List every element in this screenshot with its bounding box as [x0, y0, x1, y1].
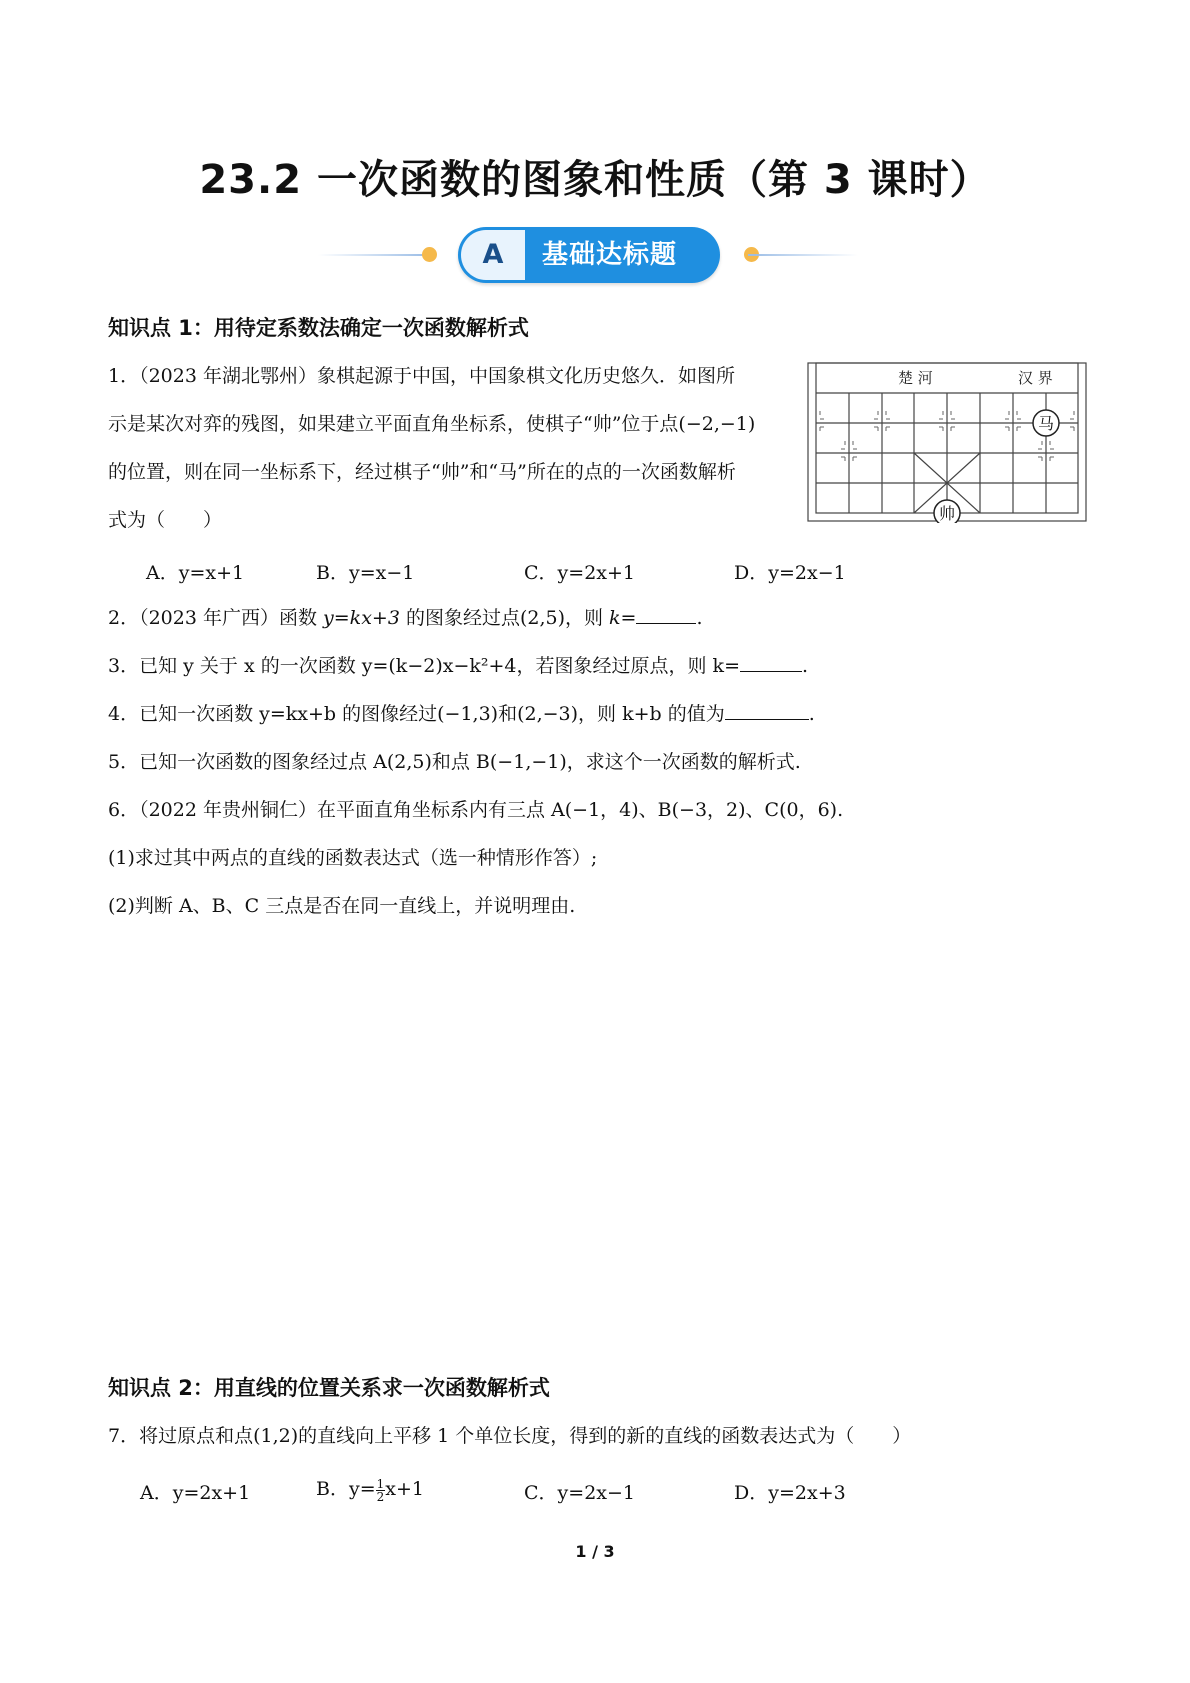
q1-option-c: C．y=2x+1 [524, 562, 636, 584]
q2-var: k= [609, 607, 637, 629]
q2-line [108, 604, 703, 632]
river-right-label: 汉 界 [1018, 369, 1053, 387]
q2-prefix: 2．（2023 年广西）函数 [108, 607, 324, 629]
q4-blank[interactable] [725, 701, 809, 720]
chessboard-figure [806, 355, 1088, 523]
section-banner [318, 225, 858, 285]
q2-expr: y=kx+3 [323, 607, 400, 629]
q3-end: . [801, 655, 809, 677]
q3-line [108, 652, 808, 680]
q2-blank[interactable] [636, 605, 696, 624]
q6-sub2: (2)判断 A、B、C 三点是否在同一直线上，并说明理由. [108, 895, 576, 917]
q4-line [108, 700, 815, 728]
banner-left-line [318, 254, 428, 256]
piece-shuai-label: 帅 [938, 504, 956, 523]
q7-option-b [316, 1474, 424, 1503]
page-number: 1 / 3 [575, 1542, 615, 1561]
q7-option-d: D．y=2x+3 [734, 1482, 846, 1504]
banner-left-dot [422, 247, 437, 262]
q3-blank[interactable] [740, 653, 802, 672]
page-title: 23.2 一次函数的图象和性质（第 3 课时） [199, 157, 991, 203]
fraction-denominator: 2 [376, 1489, 385, 1504]
q1-option-d: D．y=2x−1 [734, 562, 846, 584]
banner-label: 基础达标题 [542, 240, 678, 270]
q7-line: 7．将过原点和点(1,2)的直线向上平移 1 个单位长度，得到的新的直线的函数表达式为（ ） [108, 1425, 912, 1447]
q4-end: . [808, 703, 815, 725]
q4-text: 4．已知一次函数 y=kx+b 的图像经过(−1,3)和(2,−3)，则 k+b 的值为 [108, 703, 725, 725]
banner-letter: A [461, 230, 525, 280]
piece-ma-label: 马 [1037, 414, 1055, 433]
section-heading-1: 知识点 1：用待定系数法确定一次函数解析式 [108, 316, 529, 340]
q2-mid: 的图象经过点(2,5)，则 [399, 607, 610, 629]
q7-option-b-fraction [376, 1478, 386, 1503]
river-left-label: 楚 河 [898, 369, 933, 387]
banner-right-line [748, 254, 858, 256]
q1-line2: 示是某次对弈的残图，如果建立平面直角坐标系，使棋子“帅”位于点(−2,−1) [108, 413, 756, 435]
q1-option-a: A．y=x+1 [146, 562, 245, 584]
q6-sub1: (1)求过其中两点的直线的函数表达式（选一种情形作答）; [108, 847, 598, 869]
section-heading-2: 知识点 2：用直线的位置关系求一次函数解析式 [108, 1376, 550, 1400]
q5-line: 5．已知一次函数的图象经过点 A(2,5)和点 B(−1,−1)，求这个一次函数的解析式. [108, 751, 801, 773]
q1-option-b: B．y=x−1 [316, 562, 415, 584]
q3-text: 3．已知 y 关于 x 的一次函数 y=(k−2)x−k²+4，若图象经过原点，则 k= [108, 655, 740, 677]
q1-line1: 1．（2023 年湖北鄂州）象棋起源于中国，中国象棋文化历史悠久．如图所 [108, 365, 735, 387]
q1-line3: 的位置，则在同一坐标系下，经过棋子“帅”和“马”所在的点的一次函数解析 [108, 461, 736, 483]
q7-option-b-head: B．y= [316, 1478, 376, 1500]
fraction-numerator: 1 [376, 1476, 385, 1491]
q6-line: 6．（2022 年贵州铜仁）在平面直角坐标系内有三点 A(−1，4)、B(−3，2)、C(0，6). [108, 799, 844, 821]
q1-line4: 式为（ ） [108, 509, 223, 531]
banner-pill [458, 227, 720, 283]
q2-end: . [696, 607, 703, 629]
q7-option-a: A．y=2x+1 [140, 1482, 251, 1504]
q7-option-b-tail: x+1 [385, 1478, 424, 1500]
q7-option-c: C．y=2x−1 [524, 1482, 636, 1504]
